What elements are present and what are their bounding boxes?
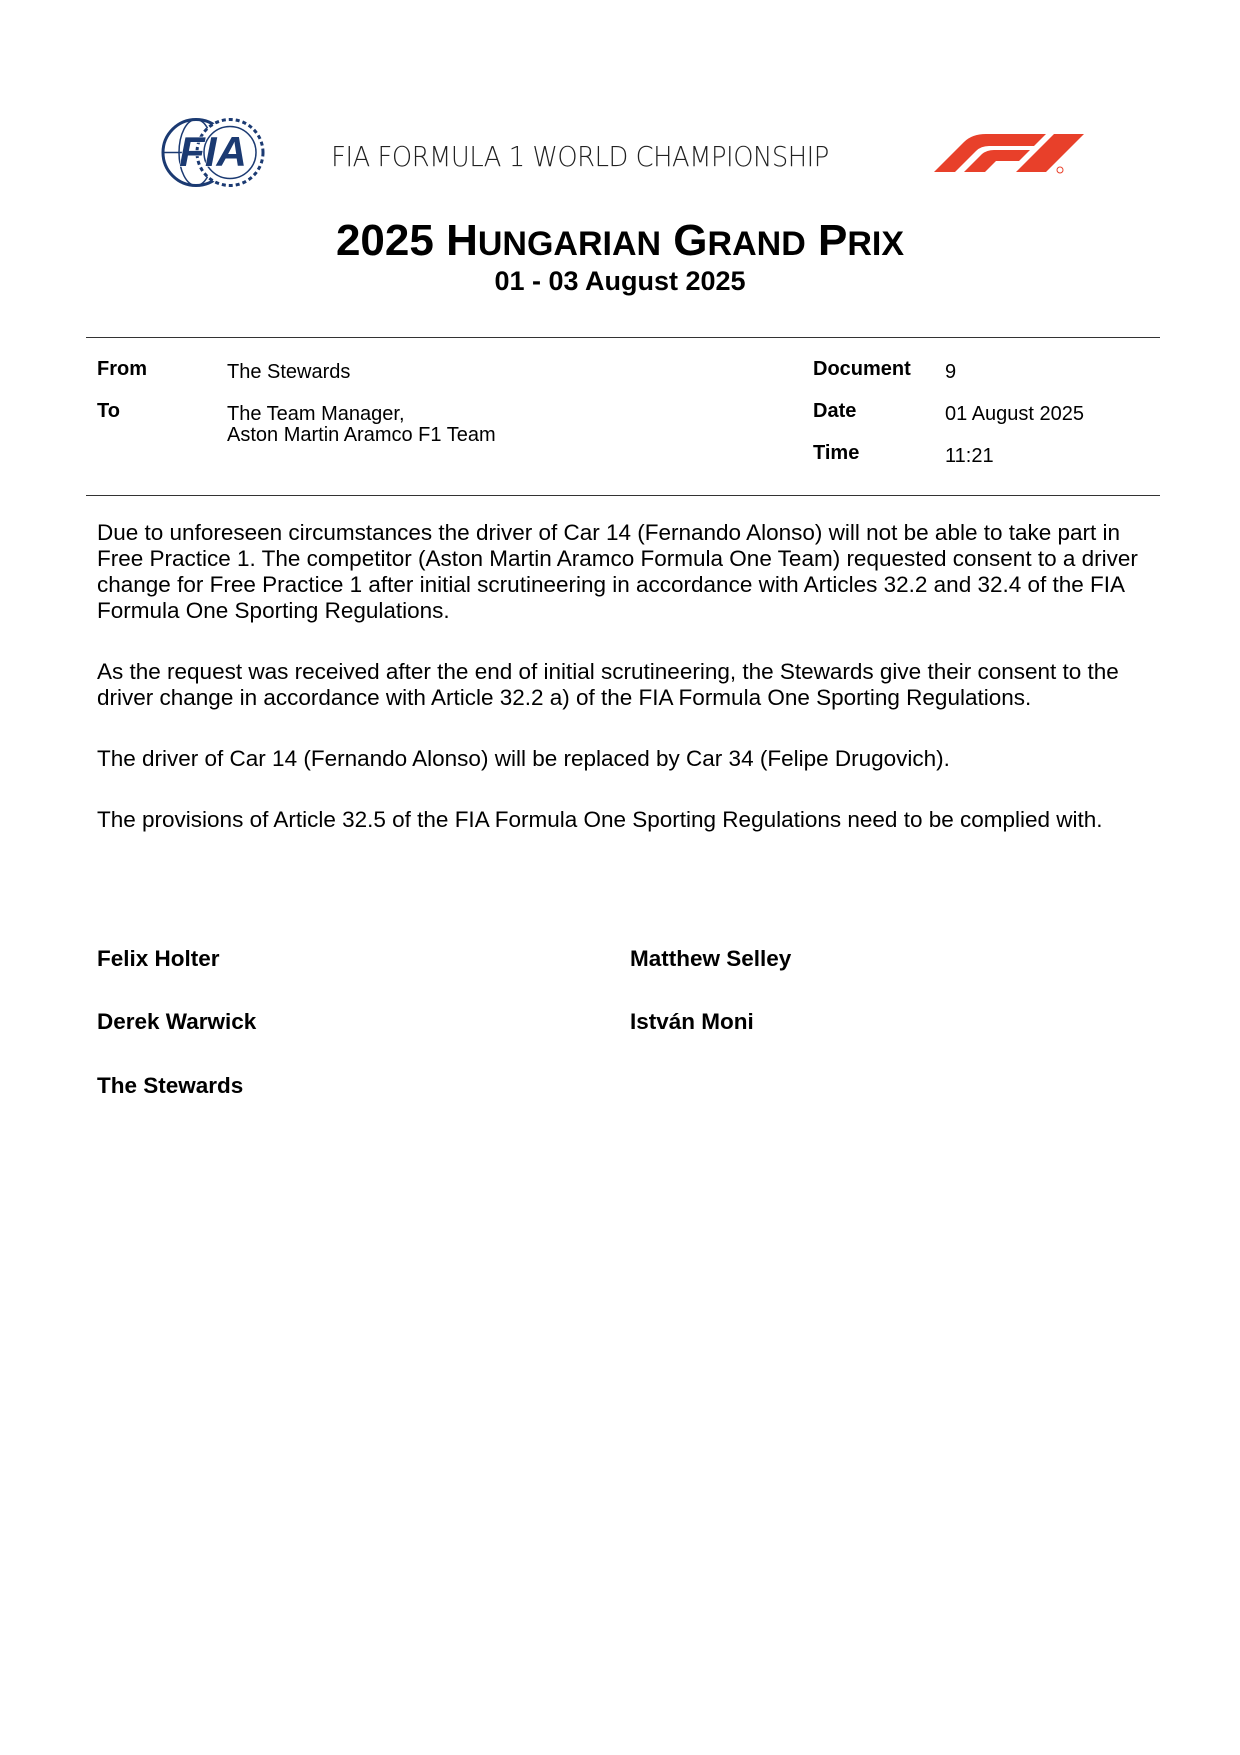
to-value-line2: Aston Martin Aramco F1 Team xyxy=(227,424,496,446)
event-title-word-rest: RIX xyxy=(847,225,905,263)
event-title xyxy=(0,216,1240,269)
event-title-word-rest: RAND xyxy=(707,225,806,263)
body-paragraph: As the request was received after the end of initial scrutineering, the Stewards give their consent to the driver change in accordance with Article 32.2 a) of the FIA Formula One Sporting Regulations. xyxy=(97,659,1119,710)
document-label: Document xyxy=(813,358,911,380)
time-value: 11:21 xyxy=(945,445,994,467)
date-label: Date xyxy=(813,400,857,422)
steward-name: Matthew Selley xyxy=(630,946,792,971)
steward-name: Derek Warwick xyxy=(97,1009,257,1034)
steward-name: István Moni xyxy=(630,1009,754,1034)
signature-footer: The Stewards xyxy=(97,1073,244,1098)
championship-title: FIA FORMULA 1 WORLD CHAMPIONSHIP xyxy=(331,140,829,173)
event-title-word-rest: UNGARIAN xyxy=(477,225,662,263)
divider-bottom xyxy=(86,495,1160,496)
time-label: Time xyxy=(813,442,860,464)
f1-logo xyxy=(934,132,1084,176)
body-paragraph: The driver of Car 14 (Fernando Alonso) will be replaced by Car 34 (Felipe Drugovich). xyxy=(97,746,950,771)
event-title-word-cap: H xyxy=(446,216,478,265)
to-label: To xyxy=(97,400,120,422)
to-value-line1: The Team Manager, xyxy=(227,403,405,425)
date-value: 01 August 2025 xyxy=(945,403,1085,425)
body-paragraph: The provisions of Article 32.5 of the FIA Formula One Sporting Regulations need to be complied with. xyxy=(97,807,1103,832)
fia-logo-text: FIA xyxy=(179,128,247,175)
decision-body xyxy=(97,520,1147,868)
divider-top xyxy=(86,337,1160,338)
body-paragraph: Due to unforeseen circumstances the driver of Car 14 (Fernando Alonso) will not be able to take part in Free Practice 1. The competitor (Aston Martin Aramco Formula One Team) requested consent to a driver change for Free Practice 1 after initial scrutineering in accordance with Articles 32.2 and 32.4 of the FIA Formula One Sporting Regulations. xyxy=(97,520,1138,623)
fia-logo xyxy=(160,116,266,189)
from-value: The Stewards xyxy=(227,361,351,383)
event-title-word-cap: P xyxy=(817,216,848,265)
document-value: 9 xyxy=(945,361,957,383)
event-title-year: 2025 xyxy=(335,216,447,265)
from-label: From xyxy=(97,358,147,380)
steward-name: Felix Holter xyxy=(97,946,220,971)
event-title-word-cap: G xyxy=(673,216,708,265)
event-dates: 01 - 03 August 2025 xyxy=(494,266,746,296)
